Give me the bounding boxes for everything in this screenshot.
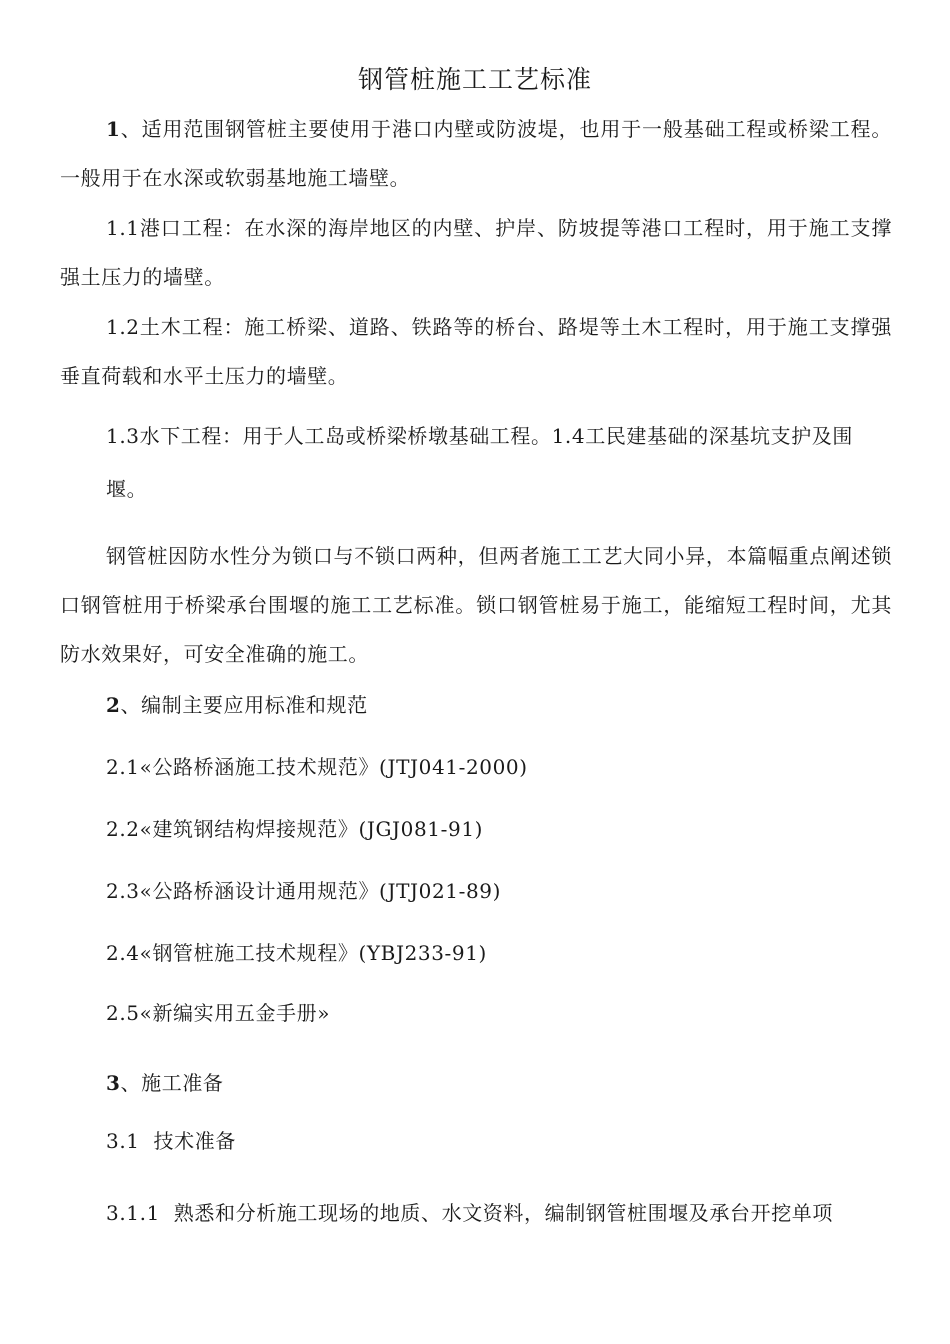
section-2-text: 、编制主要应用标准和规范 <box>120 693 368 717</box>
section-1-1-paragraph: 1.1港口工程：在水深的海岸地区的内壁、护岸、防坡提等港口工程时，用于施工支撑强土压力的墙壁。 <box>60 216 892 289</box>
section-1-2-paragraph: 1.2土木工程：施工桥梁、道路、铁路等的桥台、路堤等土木工程时，用于施工支撑强垂直荷载和水平土压力的墙壁。 <box>60 315 892 388</box>
section-2-heading <box>106 685 368 725</box>
section-3-text: 、施工准备 <box>120 1071 224 1095</box>
section-3-1-heading: 3.1 技术准备 <box>106 1129 236 1153</box>
standard-item-2-4: 2.4«钢管桩施工技术规程》(YBJ233-91) <box>106 941 487 965</box>
section-3-heading <box>106 1063 224 1103</box>
standard-item-2-5: 2.5«新编实用五金手册» <box>106 1001 331 1025</box>
section-1-text: 、适用范围钢管桩主要使用于港口内壁或防波堤，也用于一般基础工程或桥梁工程。一般用于在水深或软弱基地施工墙壁。 <box>60 117 892 190</box>
standard-item-2-1: 2.1«公路桥涵施工技术规范》(JTJ041-2000) <box>106 755 528 779</box>
section-3-number: 3 <box>106 1071 121 1095</box>
section-2-number: 2 <box>106 693 121 717</box>
standard-item-2-3: 2.3«公路桥涵设计通用规范》(JTJ021-89) <box>106 879 502 903</box>
section-3-1-1-paragraph: 3.1.1 熟悉和分析施工现场的地质、水文资料，编制钢管桩围堰及承台开挖单项 <box>106 1201 834 1225</box>
section-1-number: 1 <box>106 117 121 141</box>
standard-item-2-2: 2.2«建筑钢结构焊接规范》(JGJ081-91) <box>106 817 484 841</box>
section-1-scope-paragraph <box>60 105 892 203</box>
intro-paragraph: 钢管桩因防水性分为锁口与不锁口两种，但两者施工工艺大同小异，本篇幅重点阐述锁口钢管桩用于桥梁承台围堰的施工工艺标准。锁口钢管桩易于施工，能缩短工程时间，尤其防水效果好，可安全准确的施工。 <box>60 544 892 666</box>
document-title: 钢管桩施工工艺标准 <box>357 65 592 94</box>
section-1-3-paragraph: 1.3水下工程：用于人工岛或桥梁桥墩基础工程。1.4工民建基础的深基坑支护及围堰。 <box>106 424 854 501</box>
